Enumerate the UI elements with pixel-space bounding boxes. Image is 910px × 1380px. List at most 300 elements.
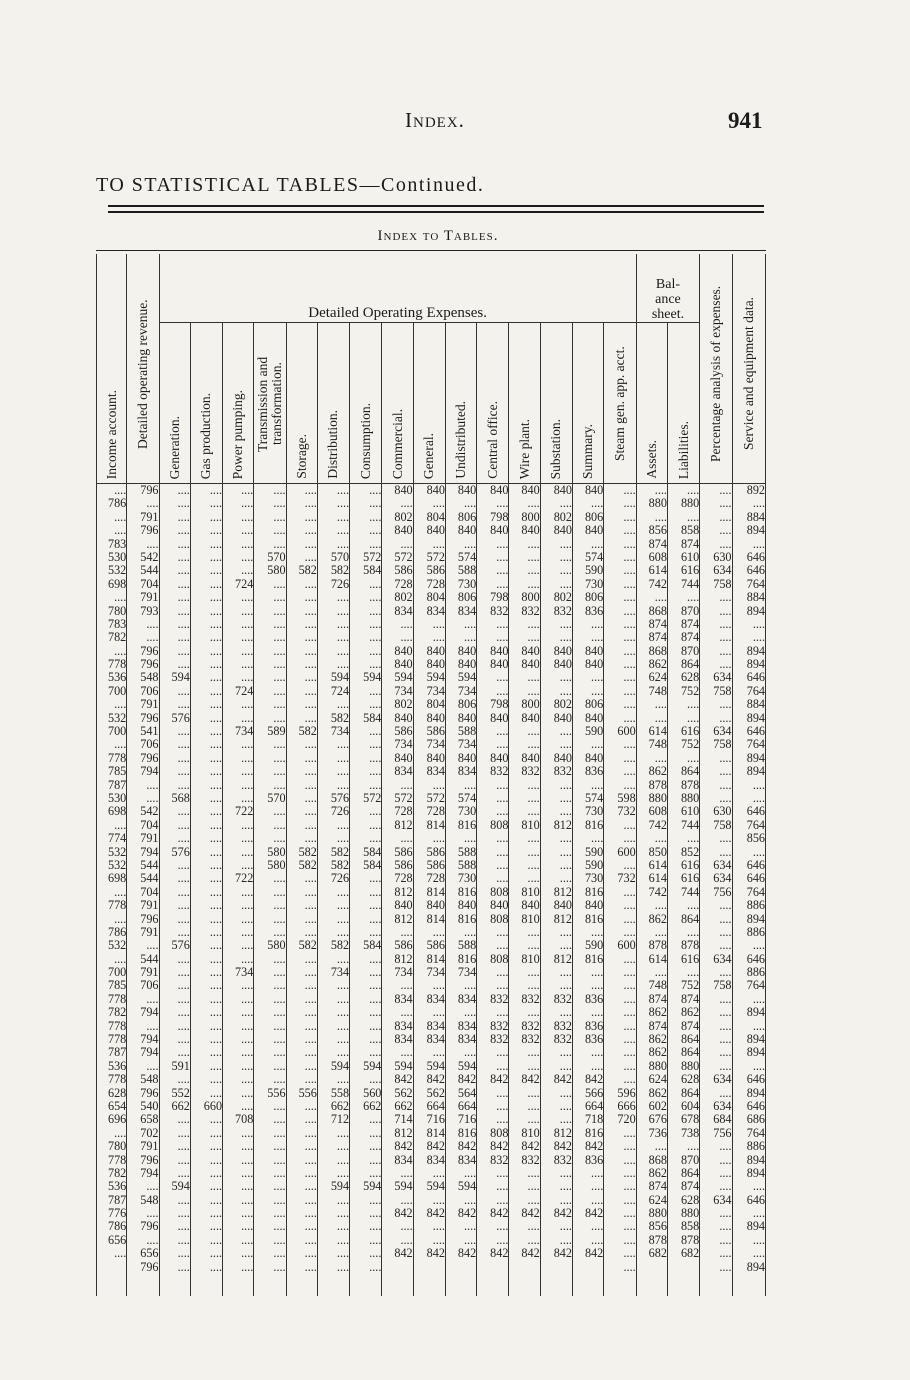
cell-power: 724 — [235, 684, 254, 698]
cell-central: 798 — [490, 510, 509, 524]
cell-commercial: 734 — [394, 966, 413, 980]
cell-transmission: .... — [273, 617, 286, 631]
cell-general: 840 — [426, 899, 445, 913]
cell-power: .... — [241, 1166, 254, 1180]
cell-central: .... — [496, 564, 509, 578]
cell-transmission: .... — [273, 872, 286, 886]
cell-commercial: 594 — [394, 671, 413, 685]
cell-wire: 810 — [521, 912, 540, 926]
col-label: Generation. — [166, 415, 182, 479]
cell-assets: 868 — [648, 1153, 667, 1167]
cell-storage: 582 — [298, 725, 317, 739]
cell-substation: 840 — [553, 658, 572, 672]
cell-transmission: .... — [273, 1180, 286, 1194]
cell-liabilities: 678 — [680, 1113, 700, 1127]
cell-income: 536 — [107, 1180, 127, 1194]
cell-liabilities: .... — [687, 751, 700, 765]
cell-central: 842 — [490, 1247, 509, 1261]
cell-commercial: 840 — [394, 524, 413, 538]
cell-undistributed: 842 — [457, 1140, 477, 1154]
cell-gas: .... — [209, 617, 223, 631]
cell-transmission: 556 — [267, 1086, 286, 1100]
cell-percentage: .... — [719, 1006, 732, 1020]
cell-percentage: .... — [719, 765, 732, 779]
cell-consumption: .... — [369, 658, 382, 672]
cell-gas: .... — [209, 591, 223, 605]
cell-wire: .... — [527, 1099, 540, 1113]
section-title: TO STATISTICAL TABLES—Continued. — [96, 174, 485, 196]
cell-gas: .... — [209, 537, 223, 551]
cell-income: 700 — [107, 684, 127, 698]
cell-general: 728 — [426, 805, 445, 819]
cell-consumption: .... — [369, 1193, 382, 1207]
cell-transmission: .... — [273, 1113, 286, 1127]
cell-storage: .... — [304, 1153, 317, 1167]
cell-summary: .... — [591, 966, 604, 980]
cell-central: 808 — [490, 885, 509, 899]
col-label: Steam gen. app. acct. — [611, 346, 627, 462]
cell-transmission: .... — [273, 1260, 286, 1274]
cell-consumption: .... — [369, 751, 382, 765]
cell-wire: .... — [527, 1086, 540, 1100]
cell-wire: 842 — [521, 1247, 540, 1261]
cell-commercial: .... — [400, 537, 413, 551]
cell-general: 586 — [426, 939, 445, 953]
cell-storage: 582 — [298, 564, 317, 578]
cell-summary: .... — [591, 617, 604, 631]
cell-service: 894 — [746, 1033, 765, 1047]
cell-storage: .... — [304, 765, 317, 779]
cell-storage: .... — [304, 1220, 317, 1234]
col-label: Undistributed. — [453, 401, 469, 479]
cell-assets: 880 — [648, 1207, 667, 1221]
cell-central: .... — [496, 979, 509, 993]
cell-commercial: 802 — [394, 698, 413, 712]
cell-gas: .... — [209, 939, 223, 953]
cell-central: 840 — [490, 524, 509, 538]
cell-undistributed: 806 — [457, 591, 477, 605]
cell-substation: 802 — [553, 698, 572, 712]
column-undistributed — [445, 484, 476, 1297]
cell-steam: .... — [623, 1126, 636, 1140]
cell-substation: .... — [559, 805, 572, 819]
cell-substation: .... — [559, 778, 572, 792]
cell-transmission: .... — [273, 738, 286, 752]
column-wire — [509, 484, 540, 1297]
cell-storage: .... — [304, 818, 317, 832]
cell-gas: .... — [209, 1113, 223, 1127]
column-summary — [572, 484, 603, 1297]
col-label: Gas production. — [198, 392, 214, 479]
cell-generation: .... — [177, 1126, 190, 1140]
cell-revenue: 793 — [140, 604, 159, 618]
cell-undistributed: .... — [463, 1006, 477, 1020]
cell-summary: 806 — [584, 591, 604, 605]
cell-consumption: .... — [369, 992, 382, 1006]
cell-percentage: .... — [719, 1140, 732, 1154]
cell-wire: .... — [527, 832, 540, 846]
cell-service: 894 — [746, 711, 765, 725]
cell-substation: 832 — [553, 1019, 572, 1033]
cell-commercial: .... — [400, 617, 413, 631]
cell-assets: 608 — [648, 550, 667, 564]
cell-wire: 840 — [521, 524, 540, 538]
cell-summary: .... — [591, 1006, 604, 1020]
cell-service: .... — [752, 617, 765, 631]
cell-distribution: .... — [336, 1126, 350, 1140]
cell-gas: .... — [209, 765, 223, 779]
cell-power: 734 — [235, 725, 254, 739]
cell-generation: .... — [177, 631, 190, 645]
cell-assets: 874 — [648, 537, 667, 551]
cell-substation: 840 — [553, 484, 572, 497]
cell-undistributed: 834 — [457, 1153, 477, 1167]
col-label: Summary. — [580, 424, 596, 479]
cell-storage: .... — [304, 1207, 317, 1221]
cell-service: 894 — [746, 765, 765, 779]
cell-wire: .... — [527, 1193, 540, 1207]
cell-power: .... — [241, 1220, 254, 1234]
column-consumption — [350, 484, 382, 1297]
cell-substation: 812 — [553, 1126, 572, 1140]
cell-gas: .... — [209, 564, 223, 578]
cell-wire: 840 — [521, 899, 540, 913]
cell-assets: 614 — [648, 564, 667, 578]
cell-gas: .... — [209, 818, 223, 832]
cell-assets: 742 — [648, 818, 667, 832]
cell-undistributed: 840 — [457, 751, 477, 765]
cell-distribution: .... — [336, 899, 350, 913]
cell-general: 804 — [426, 591, 445, 605]
cell-income: 536 — [107, 1059, 127, 1073]
cell-substation: .... — [559, 832, 572, 846]
cell-central: .... — [496, 725, 509, 739]
cell-transmission: .... — [273, 1166, 286, 1180]
cell-liabilities: .... — [687, 698, 700, 712]
cell-undistributed: .... — [463, 1166, 477, 1180]
cell-assets: 874 — [648, 992, 667, 1006]
cell-gas: .... — [209, 979, 223, 993]
cell-steam: .... — [623, 550, 636, 564]
cell-revenue: 540 — [140, 1099, 159, 1113]
cell-liabilities: 862 — [680, 1006, 700, 1020]
col-header-commercial — [382, 323, 413, 484]
cell-gas: .... — [209, 1086, 223, 1100]
page-number: 941 — [728, 108, 763, 133]
cell-income: 787 — [107, 778, 127, 792]
cell-service: .... — [752, 631, 765, 645]
table-title — [0, 228, 910, 245]
cell-summary: 840 — [584, 899, 604, 913]
cell-generation: .... — [177, 1247, 190, 1261]
cell-consumption: .... — [369, 778, 382, 792]
cell-summary: 836 — [584, 765, 604, 779]
cell-revenue: 541 — [140, 725, 159, 739]
cell-commercial: 840 — [394, 711, 413, 725]
cell-income: 778 — [107, 1153, 127, 1167]
cell-commercial: 734 — [394, 738, 413, 752]
cell-storage: 582 — [298, 845, 317, 859]
cell-consumption: .... — [369, 497, 382, 511]
cell-power: .... — [241, 791, 254, 805]
cell-undistributed: .... — [463, 1046, 477, 1060]
cell-distribution: .... — [336, 1247, 350, 1261]
cell-general: 664 — [426, 1099, 445, 1113]
cell-undistributed: 842 — [457, 1073, 477, 1087]
cell-generation: .... — [177, 524, 190, 538]
cell-percentage: .... — [719, 1220, 732, 1234]
cell-assets: 874 — [648, 1180, 667, 1194]
cell-assets: .... — [654, 899, 667, 913]
cell-transmission: .... — [273, 778, 286, 792]
cell-distribution: .... — [336, 832, 350, 846]
cell-general: 734 — [426, 738, 445, 752]
cell-steam: 596 — [617, 1086, 636, 1100]
cell-steam: .... — [623, 564, 636, 578]
cell-steam: .... — [623, 1260, 636, 1274]
cell-income: .... — [114, 524, 127, 538]
cell-income: .... — [114, 591, 127, 605]
cell-assets: .... — [654, 711, 667, 725]
cell-central: .... — [496, 845, 509, 859]
cell-wire: .... — [527, 966, 540, 980]
cell-transmission: .... — [273, 537, 286, 551]
cell-wire: 832 — [521, 1033, 540, 1047]
cell-transmission: .... — [273, 818, 286, 832]
cell-liabilities: 874 — [680, 537, 700, 551]
cell-consumption: .... — [369, 925, 382, 939]
cell-general: 842 — [426, 1140, 445, 1154]
cell-general: .... — [432, 617, 445, 631]
cell-commercial: .... — [400, 631, 413, 645]
cell-steam: .... — [623, 1019, 636, 1033]
cell-power: .... — [241, 537, 254, 551]
cell-distribution: .... — [336, 1193, 350, 1207]
cell-income: 778 — [107, 1019, 127, 1033]
cell-steam: .... — [623, 1220, 636, 1234]
cell-liabilities: 682 — [680, 1247, 700, 1261]
cell-liabilities: .... — [687, 484, 700, 497]
cell-steam: .... — [623, 885, 636, 899]
cell-central: .... — [496, 684, 509, 698]
cell-percentage: .... — [719, 497, 732, 511]
cell-percentage: 758 — [713, 684, 732, 698]
cell-liabilities: 878 — [680, 939, 700, 953]
cell-percentage: .... — [719, 925, 732, 939]
cell-percentage: .... — [719, 484, 732, 497]
cell-distribution: 662 — [330, 1099, 350, 1113]
cell-power: .... — [241, 1033, 254, 1047]
cell-steam: .... — [623, 537, 636, 551]
cell-liabilities: 864 — [680, 1033, 700, 1047]
cell-central: .... — [496, 858, 509, 872]
col-header-liabilities — [667, 323, 699, 484]
cell-substation: 832 — [553, 992, 572, 1006]
cell-storage: .... — [304, 778, 317, 792]
cell-central: 808 — [490, 1126, 509, 1140]
cell-distribution: .... — [336, 1140, 350, 1154]
cell-power: 722 — [235, 805, 254, 819]
cell-gas: .... — [209, 832, 223, 846]
cell-substation: 832 — [553, 765, 572, 779]
cell-wire: .... — [527, 577, 540, 591]
cell-distribution: 726 — [330, 577, 350, 591]
cell-transmission: 580 — [267, 564, 286, 578]
cell-gas: .... — [209, 1126, 223, 1140]
cell-generation: 576 — [171, 711, 190, 725]
cell-commercial: 586 — [394, 564, 413, 578]
cell-revenue: 796 — [140, 1220, 159, 1234]
running-title: Index. — [405, 108, 465, 132]
cell-storage: .... — [304, 1126, 317, 1140]
cell-undistributed: 588 — [457, 858, 477, 872]
cell-generation: 594 — [171, 1180, 190, 1194]
cell-consumption: .... — [369, 966, 382, 980]
cell-service: .... — [752, 791, 765, 805]
cell-general: 834 — [426, 1153, 445, 1167]
cell-consumption: .... — [369, 698, 382, 712]
cell-commercial: 842 — [394, 1207, 413, 1221]
cell-steam: 600 — [617, 725, 636, 739]
cell-power: 724 — [235, 577, 254, 591]
cell-steam: .... — [623, 1180, 636, 1194]
cell-transmission: .... — [273, 966, 286, 980]
column-revenue — [127, 484, 159, 1297]
cell-distribution: .... — [336, 1073, 350, 1087]
col-header-storage — [286, 323, 317, 484]
cell-general: 814 — [426, 1126, 445, 1140]
cell-commercial: 812 — [394, 818, 413, 832]
cell-summary: 842 — [584, 1140, 604, 1154]
cell-assets: 742 — [648, 577, 667, 591]
cell-general: .... — [432, 925, 445, 939]
column-distribution — [317, 484, 349, 1297]
col-header-central — [477, 323, 509, 484]
cell-storage: .... — [304, 524, 317, 538]
cell-revenue: .... — [146, 939, 159, 953]
cell-revenue: .... — [146, 778, 159, 792]
cell-steam: .... — [623, 698, 636, 712]
cell-storage: .... — [304, 550, 317, 564]
cell-wire: .... — [527, 979, 540, 993]
cell-wire: 840 — [521, 711, 540, 725]
cell-consumption: .... — [369, 1140, 382, 1154]
cell-liabilities: 880 — [680, 497, 700, 511]
cell-liabilities: 870 — [680, 604, 700, 618]
cell-gas: .... — [209, 631, 223, 645]
cell-revenue: 796 — [140, 1260, 159, 1274]
cell-service: 884 — [746, 510, 765, 524]
cell-distribution: 582 — [330, 845, 350, 859]
cell-steam: .... — [623, 617, 636, 631]
cell-percentage: .... — [719, 1180, 732, 1194]
col-label: Commercial. — [389, 408, 405, 479]
cell-transmission: .... — [273, 1126, 286, 1140]
cell-steam: .... — [623, 658, 636, 672]
cell-wire: .... — [527, 858, 540, 872]
cell-storage: .... — [304, 1059, 317, 1073]
cell-central: .... — [496, 966, 509, 980]
cell-central: .... — [496, 738, 509, 752]
cell-wire: .... — [527, 1113, 540, 1127]
cell-gas: .... — [209, 725, 223, 739]
cell-generation: .... — [177, 912, 190, 926]
cell-percentage: .... — [719, 1260, 732, 1274]
cell-income: 776 — [107, 1207, 127, 1221]
cell-wire: 832 — [521, 1153, 540, 1167]
cell-liabilities: .... — [687, 899, 700, 913]
cell-generation: .... — [177, 1233, 190, 1247]
cell-steam: 732 — [617, 872, 636, 886]
cell-consumption: .... — [369, 1019, 382, 1033]
cell-general: 840 — [426, 751, 445, 765]
cell-percentage: 634 — [713, 671, 732, 685]
cell-substation: .... — [559, 671, 572, 685]
cell-gas: .... — [209, 550, 223, 564]
cell-undistributed: .... — [463, 778, 477, 792]
cell-service: .... — [752, 1180, 765, 1194]
col-label: Assets. — [643, 440, 659, 479]
cell-steam: .... — [623, 1006, 636, 1020]
cell-percentage: .... — [719, 1247, 732, 1261]
cell-central: .... — [496, 1180, 509, 1194]
col-label: Detailed operating revenue. — [134, 299, 150, 449]
cell-summary: 842 — [584, 1247, 604, 1261]
cell-gas: .... — [209, 1193, 223, 1207]
cell-percentage: .... — [719, 899, 732, 913]
cell-transmission: .... — [273, 604, 286, 618]
cell-general: 586 — [426, 725, 445, 739]
cell-undistributed: 574 — [457, 791, 477, 805]
cell-power: .... — [241, 885, 254, 899]
cell-general: 842 — [426, 1073, 445, 1087]
double-rule-bottom — [108, 211, 764, 213]
cell-undistributed: .... — [463, 617, 477, 631]
cell-general: 734 — [426, 684, 445, 698]
cell-service: .... — [752, 1019, 765, 1033]
cell-distribution: 726 — [330, 805, 350, 819]
cell-revenue: 796 — [140, 524, 159, 538]
cell-steam: .... — [623, 925, 636, 939]
cell-undistributed: 730 — [457, 805, 477, 819]
cell-consumption: 594 — [363, 1180, 382, 1194]
cell-liabilities: 610 — [680, 550, 700, 564]
cell-percentage: 634 — [713, 564, 732, 578]
cell-commercial: 594 — [394, 1180, 413, 1194]
cell-central: 808 — [490, 818, 509, 832]
group-balance-sheet — [636, 254, 700, 323]
cell-consumption: .... — [369, 1166, 382, 1180]
column-generation — [159, 484, 190, 1297]
cell-summary: .... — [591, 1166, 604, 1180]
col-label: Substation. — [548, 418, 564, 479]
cell-general: 834 — [426, 765, 445, 779]
cell-general: 842 — [426, 1247, 445, 1261]
cell-wire: 832 — [521, 765, 540, 779]
cell-generation: .... — [177, 832, 190, 846]
cell-storage: .... — [304, 604, 317, 618]
cell-storage: .... — [304, 1180, 317, 1194]
col-label: Percentage analysis of expenses. — [707, 285, 723, 463]
cell-consumption: 572 — [363, 550, 382, 564]
cell-wire: .... — [527, 564, 540, 578]
column-commercial — [382, 484, 413, 1297]
cell-assets: 624 — [648, 1193, 667, 1207]
cell-summary: .... — [591, 1193, 604, 1207]
cell-storage: .... — [304, 591, 317, 605]
cell-distribution: .... — [336, 1006, 350, 1020]
cell-liabilities: 880 — [680, 791, 700, 805]
